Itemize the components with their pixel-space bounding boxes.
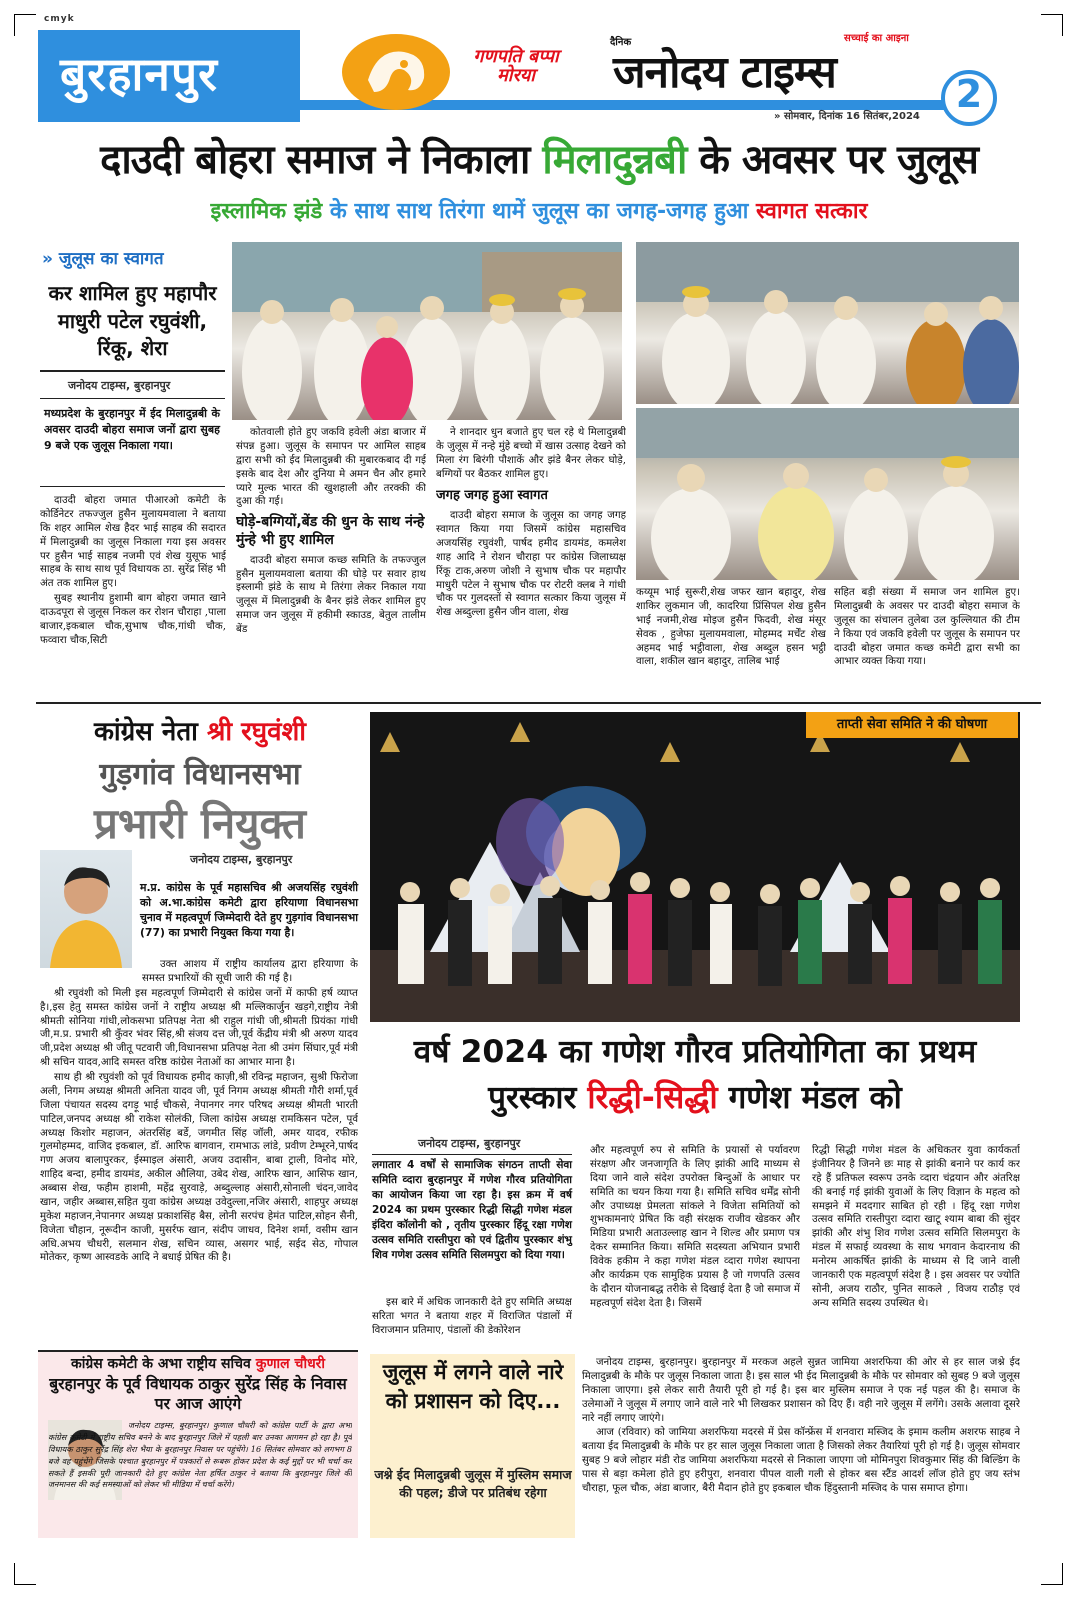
lead-col4-para: कय्यूम भाई सुरूरी,शेख जफर खान बहादुर, शेख शाकिर लुकमान जी, कादरिया प्रिंसिपल शेख हुसैन भाई नजमी,शेख मोइज हुसैन फिदवी, शेख मंसूर सेवक , हुजेफा मुलायमवाला, मोहम्मद मर्चेंट शेख अहमद भाई भट्ठीवाला, शेख अब्दुल हसन भट्ठी वाला, शकील खान बहादुर, तालिब भाई xyxy=(636,587,826,668)
ganesh-byline: जनोदय टाइम्स, बुरहानपुर xyxy=(418,1137,521,1150)
page-number: 2 xyxy=(955,72,983,116)
ganesh-headline-post: गणेश मंडल को xyxy=(717,1079,902,1116)
lead-col3-para: ने शानदार धुन बजाते हुए चल रहे थे मिलादुन्नबी के जुलूस में नन्हे मुंहे बच्चो में खास उत्साह देखने को मिला रंग बिरंगी पौशाकें और झंडे बैनर लेकर घोड़े, बग्गियों पर बैठकर शामिल हुए। xyxy=(436,427,626,480)
congress-headline-1 xyxy=(40,712,360,748)
lead-intro: मध्यप्रदेश के बुरहानपुर में ईद मिलादुन्नबी के अवसर दाउदी बोहरा समाज जनों द्वारा सुबह 9 बजे एक जुलूस निकाला गया। xyxy=(44,407,220,452)
ganesh-col2 xyxy=(590,1144,800,1346)
lead-kicker: » जुलूस का स्वागत xyxy=(42,249,164,269)
slogans-body-para: आज (रविवार) को जामिया अशरफिया मदरसे में प्रेस कॉन्फ्रेंस में शनवारा मस्जिद के इमाम कलीम अशरफ साहब ने बताया ईद मिलादुन्नबी के मौके पर हर साल जुलूस निकाला जाता है जिसको लेकर तैयारियां पूरी हो गई है। जुलूस सोमवार सुबह 9 बजे लोहार मंडी रोड जामिया अशरफिया मदरसे से निकाला जाएगा जो मोमिनपुरा शिवकुमार सिंह की बिल्डिंग के पास से बड़ा कमेला होते हुए हरीपुरा, शनवारा पीपल वाली गली से होकर बस स्टैंड आदर्श लॉज होते हुए जय स्तंभ चौराहा, फूल चौक, अंडा बाजार, बैरी मैदान होते हुए इकबाल चौक हिंदुस्तानी मस्जिद के पास समाप्त होगा। xyxy=(582,1427,1020,1494)
ganesh-logo xyxy=(338,30,458,112)
rule xyxy=(40,398,225,399)
congress-headline-2: गुड़गांव विधानसभा xyxy=(99,757,301,792)
congress-body-para: श्री रघुवंशी को मिली इस महत्वपूर्ण जिम्मेदारी से कांग्रेस जनों में काफी हर्ष व्याप्त है।,इस हेतु समस्त कांग्रेस जनों ने राष्ट्रीय अध्यक्ष श्री मल्लिकार्जुन खड़गे,राष्ट्रीय नेत्री श्रीमती सोनिया गांधी,लोकसभा प्रतिपक्ष नेता श्री राहुल गांधी जी,श्रीमती प्रियंका गांधी जी,म.प्र. प्रभारी श्री कुँवर भंवर सिंह,श्री संजय दत्त जी,पूर्व केंद्रीय मंत्री श्री अरुण यादव जी,प्रदेश अध्यक्ष श्री जीतू पटवारी जी,विधानसभा प्रतिपक्ष नेता श्री उमंग सिंघार,पूर्व मंत्री श्री सचिन यादव,आदि समस्त वरिष्ठ कांग्रेस नेताओं का आभार माना है। xyxy=(40,987,358,1069)
lead-sub-green: इस्लामिक झंडे xyxy=(210,199,323,224)
issue-date: » सोमवार, दिनांक 16 सितंबर,2024 xyxy=(774,111,920,122)
crop-mark-bottom-right xyxy=(1041,1563,1063,1585)
congress-byline: जनोदय टाइम्स, बुरहानपुर xyxy=(190,853,293,866)
slogans-headline: जुलूस में लगने वाले नारे को प्रशासन को दिए... xyxy=(382,1360,564,1413)
ganesh-col1-para: इस बारे में अधिक जानकारी देते हुए समिति अध्यक्ष सरिता भगत ने बताया शहर में विराजित पंडालों में विराजमान प्रतिमाए, पंडालों की डेकोरेशन xyxy=(372,1297,572,1336)
procession-photo-3 xyxy=(636,408,1019,580)
slogans-subhead: जश्ने ईद मिलादुन्नबी जुलूस में मुस्लिम समाज की पहल; डीजे पर प्रतिबंध रहेगा xyxy=(374,1467,572,1500)
kunal-h1-pre: कांग्रेस कमेटी के अभा राष्ट्रीय सचिव xyxy=(70,1356,256,1372)
ganesh-col3-para: रिद्धी सिद्धी गणेश मंडल के अधिकतर युवा कार्यकर्ता इंजीनियर है जिनने छः माह से झांकी बनाने पर कार्य कर रहे हैं प्रतिफल स्वरूप उनके व्दारा चंद्रयान और अंतरिक्ष की बनाई गई झांकी युवाओं के लिए विज्ञान के महत्व को समझने में मददगार साबित हो रही । हिंदू रक्षा गणेश उत्सव समिति रास्तीपुरा व्दारा खाटू श्याम बाबा की सुंदर झांकी और शंभु शिव गणेश उत्सव समिति सिलमपुरा के मंडल में सफाई व्यवस्था के साथ भगवान केदारनाथ की मनोरम आकर्षित झांकी के माध्यम से दि जाने वाली जानकारी एक महत्वपूर्ण संदेश है । इस अवसर पर ज्योति सोनी, अजय राठौर, पुनित साकले , विजय राठौड़ एवं अन्य समिति सदस्य उपस्थित थे। xyxy=(812,1145,1020,1309)
congress-body-para: साथ ही श्री रघुवंशी को पूर्व विधायक हमीद काज़ी,श्री रविन्द्र महाजन, सुश्री फिरोजा अली, निगम अध्यक्ष श्रीमती अनिता यादव जी, पूर्व निगम अध्यक्ष श्रीमती गौरी शर्मा,पूर्व जिला पंचायत सदस्य दगड़ू भाई चौकसे, नेपानगर नगर परिषद अध्यक्ष श्रीमती भारती पाटिल,जनपद अध्यक्ष श्री राकेश सोलंकी, जिला कांग्रेस अध्यक्ष रामकिसन पटेल, पूर्व अध्यक्ष किशोर महाजन, अंतरसिंह बर्डे, जगमीत सिंह जॉली, अमर यादव, रफीक गुलमोहम्मद, वाजिद इकबाल, डॉ. आरिफ बागवान, रामभाऊ लांडे, प्रवीण टेम्भूरने,पार्षद गण अजय बालापुरकर, ईस्माइल अंसारी, अजय उदासीन, बाबा ट्राली, विनोद मोरे, शाहिद बन्दा, हमीद डायमंड, अकील औलिया, उबेद शेख, आरिफ खान, आसिफ खान, अब्बास शेख, फहीम हाशमी, महेंद्र सुरवाड़े, अब्दुल्लाह अंसारी,सोनाली चंदन,जावेद खान, जहीर अब्बास,सहित युवा कांग्रेस अध्यक्ष उवेदुल्ला,नजिर अंसारी, शाहपुर अध्यक्ष मुकेश महाजन,नेपानगर अध्यक्ष प्रकाशसिंह बैस, लोनी सरपंच हेमंत पाटिल,सोहन सैनी, विजेता चौहान, नूरूदीन काजी, मुसर्रफ खान, संदीप जाधव, दिनेश शर्मा, वसीम खान अधि.अभय चौधरी, सलमान शेख, सचिन व्यास, असगर भाई, सईद सेठ, गोपाल मोतेकर, कृष्ण आस्वडके आदि ने बधाई प्रेषित की है। xyxy=(40,1072,358,1264)
lead-side-headline: कर शामिल हुए महापौर माधुरी पटेल रघुवंशी, रिंकू, शेरा xyxy=(48,281,217,361)
ganesh-headline-pre: वर्ष 2024 का गणेश गौरव प्रतियोगिता का प्रथम पुरस्कार xyxy=(413,1034,977,1116)
slogans-body xyxy=(582,1356,1020,1538)
congress-h1-pre: कांग्रेस नेता xyxy=(93,717,207,747)
lead-col3-para: दाउदी बोहरा समाज के जुलूस का जगह जगह स्वागत किया गया जिसमें कांग्रेस महासचिव अजयसिंह रघुवंशी, पार्षद हमीद डायमंड, कमलेश शाह आदि ने रोशन चौराहा पर कांग्रेस जिलाध्यक्ष रिंकू टाक,अरुण जोशी ने सुभाष चौक पर महापौर माधुरी पटेल ने सुभाष चौक पर रोटरी क्लब ने गांधी चौक पर गुलदस्तों से स्वागत सत्कार किया जुलूस में शेख अब्दुल्ला हुसैन जीन वाला, शेख xyxy=(436,510,626,619)
ganesh-headline xyxy=(370,1030,1020,1121)
rule xyxy=(40,486,225,487)
ganesh-tag: ताप्ती सेवा समिति ने की घोषणा xyxy=(806,712,1018,738)
rule xyxy=(40,370,225,372)
crop-mark-top-right xyxy=(1041,14,1063,36)
lead-subheadline xyxy=(36,195,1042,225)
ganesh-intro: लगातार 4 वर्षों से सामाजिक संगठन ताप्ती सेवा समिति व्दारा बुरहानपुर में गणेश गौरव प्रतियोगिता का आयोजन किया जा रहा है। इस क्रम में वर्ष 2024 का प्रथम पुरस्कार रिद्धी सिद्धी गणेश मंडल इंदिरा कॉलोनी को , तृतीय पुरस्कार हिंदू रक्षा गणेश उत्सव समिति रास्तीपुरा को एवं द्वितीय पुरस्कार शंभु शिव गणेश उत्सव समिति सिलमपुरा को दिया गया। xyxy=(372,1159,572,1262)
lead-byline: जनोदय टाइम्स, बुरहानपुर xyxy=(68,379,171,392)
ganesh-stage-photo xyxy=(370,712,1020,1022)
lead-col1-para: दाउदी बोहरा जमात पीआरओ कमेटी के कोर्डिनेटर तफज्जुल हुसैन मुलायमवाला ने बताया कि शहर आमिल शेख हैदर भाई साहब की सदारत में मिलादुन्नबी का जुलूस निकाला गया इस अवसर पर हुसैन भाई साहब नजमी एवं शेख युसूफ भाई साहब के साथ साथ पूर्व विधायक ठा. सुरेंद्र सिंह भी अंत तक शामिल हुए। xyxy=(40,495,226,590)
kunal-body: जनोदय टाइम्स, बुरहानपुर। कुणाल चौधरी को कांग्रेस पार्टी के द्वारा अभा कांग्रेस कमेटी में राष्ट्रीय सचिव बनने के बाद बुरहानपुर जिले में पहली बार उनका आगमन हो रहा है। पूर्व विधायक ठाकुर सुरेंद्र सिंह शेरा भैया के बुरहानपुर निवास पर पहुंचेंगे। 16 सितंबर सोमवार को लगभग 8 बजे वह पहुंचेंगे जिसके पश्चात बुरहानपुर में पत्रकारों से रूबरू होकर प्रदेश के कई मुद्दों पर भी चर्चा कर सकते हैं इसकी पूरी जानकारी देते हुए कांग्रेस नेता हर्षित ठाकुर ने बताया कि बुरहानपुर जिले की जनमानस की कई समस्याओं को लेकर भी मीडिया में चर्चा करेंगे। xyxy=(48,1420,352,1490)
lead-sub-highlight: स्वागत सत्कार xyxy=(756,199,868,224)
procession-photo-2 xyxy=(636,242,1019,404)
lead-col2 xyxy=(236,426,426,696)
congress-h1-highlight: श्री रघुवंशी xyxy=(206,717,307,747)
congress-intro: म.प्र. कांग्रेस के पूर्व महासचिव श्री अजयसिंह रघुवंशी को अ.भा.कांग्रेस कमेटी द्वारा हरियाणा विधानसभा चुनाव में महत्वपूर्ण जिम्मेदारी देते हुए गुड़गांव विधानसभा (77) का प्रभारी नियुक्त किया गया है। xyxy=(140,881,358,940)
ganesh-col1 xyxy=(372,1296,572,1346)
lead-headline-pre: दाउदी बोहरा समाज ने निकाला xyxy=(100,137,543,183)
slogans-body-para: जनोदय टाइम्स, बुरहानपुर। बुरहानपुर में मरकज अहले सुन्नत जामिया अशरफिया की ओर से हर साल जश्ने ईद मिलादुन्नबी के मौके पर जुलूस निकाला जाता है। इस साल भी ईद मिलादुन्नबी के मौके पर सोमवार को सुबह 9 बजे जुलूस निकाला जाएगा। इसे लेकर सारी तैयारी पूरी हो गई है। इस बार मुस्लिम समाज ने एक नई पहल की है। समाज के उलेमाओं ने जुलूस में लगाए जाने वाले नारे भी लिखकर प्रशासन को दिए हैं। वही नारे जुलूस में लगेंगे। उसके अलावा दूसरे नारे नहीं लगाए जाएंगे। xyxy=(582,1357,1020,1424)
lead-col2-subhead: घोड़े-बग्गियों,बेंड की धुन के साथ नंन्हे मुंन्हे भी हुए शामिल xyxy=(236,514,425,549)
lead-sub-mid: के साथ साथ तिरंगा थामें जुलूस का जगह-जगह हुआ xyxy=(322,199,757,224)
lead-col2-para: कोतवाली होते हुए जकवि हवेली अंडा बाजार में संपन्न हुआ। जुलूस के समापन पर आमिल साहब द्वारा सभी को ईद मिलादुन्नबी की मुबारकबाद दी गई इसके बाद देश और दुनिया मे अमन चैन और हमारे प्यारे मुल्क भारत की खुशहाली और तरक्की की दुआ की गई। xyxy=(236,427,426,508)
lead-col1-para: सुबह स्थानीय हुशामी बाग बोहरा जमात खाने दाऊदपूरा से जुलूस निकल कर रोशन चौराहा ,पाला बाजार,इकबाल चौक,सुभाष चौक,गांधी चौक, फव्वारा चौक,सिटी xyxy=(40,593,226,646)
congress-body-para: उक्त आशय में राष्ट्रीय कार्यालय द्वारा हरियाणा के समस्त प्रभारियों की सूची जारी की गई है। xyxy=(142,959,358,984)
city-name: बुरहानपुर xyxy=(60,47,218,101)
congress-headline-3: प्रभारी नियुक्त xyxy=(94,799,306,848)
lead-col2-para: दाउदी बोहरा समाज कच्छ समिति के तफज्जुल हुसैन मुलायमवाला बताया की घोड़े पर सवार हाथ इस्लामी झंडे के साथ मे तिरंगा लेकर निकाल गया जुलूस में मिलादुन्नबी के बैनर झंडे लेकर शामिल हुए समाज जन जुलूस में हकीमी स्काउड, बेतुल तालीम बेंड xyxy=(236,554,426,635)
congress-body xyxy=(40,958,358,1350)
ganesh-col2-para: और महत्वपूर्ण रुप से समिति के प्रयासों से पर्यावरण संरक्षण और जनजागृति के लिए झांकी आदि माध्यम से दिया जाने वाले संदेश उपरोक्त बिन्दुओं के आधार पर समिति का चयन किया गया है। समिति सचिव धर्मेंद्र सोनी और उपाध्यक्ष प्रेमलता सांकले ने विजेता समितियों को शुभकामनाएं प्रेषित कि वही संरक्षक राजीव खेडकर और मिडिया प्रभारी अताउल्लाह खान ने शिल्ड और प्रमाण पत्र देकर सम्मानित किया। समिति सदस्यता अभियान प्रभारी विवेक हकीम ने कहा गणेश मंडल व्दारा गणेश स्थापना और कार्यक्रम एक सामुहिक प्रयास है जो गणपति उत्सव के दौरान योजनाबद्ध तरीके से दिखाई देता है जो समाज में महत्वपूर्ण संदेश देता है। जिसमें xyxy=(590,1145,800,1309)
lead-headline-post: के अवसर पर जुलूस xyxy=(686,137,978,183)
lead-headline-highlight: मिलादुन्नबी xyxy=(542,137,687,183)
paper-tagline: सच्चाई का आइना xyxy=(844,33,909,44)
ganesh-col3 xyxy=(812,1144,1020,1346)
kunal-headline-2: बुरहानपुर के पूर्व विधायक ठाकुर सुरेंद्र सिंह के निवास पर आज आएंगे xyxy=(49,1375,347,1414)
crop-mark-bottom-left xyxy=(14,1563,36,1585)
raghuvanshi-portrait xyxy=(40,850,132,968)
lead-headline xyxy=(36,130,1042,185)
kunal-headline-1 xyxy=(40,1354,356,1373)
ganesh-headline-highlight: रिद्धी-सिद्धी xyxy=(587,1079,718,1116)
lead-col4 xyxy=(636,586,826,696)
cmyk-label: cmyk xyxy=(44,14,75,24)
lead-col3-subhead: जगह जगह हुआ स्वागत xyxy=(436,487,548,503)
rule xyxy=(372,1154,572,1155)
procession-photo-1 xyxy=(232,242,622,420)
masthead xyxy=(38,28,1038,124)
kunal-h1-highlight: कुणाल चौधरी xyxy=(255,1356,326,1372)
banner-text: गणपति बप्पा मोरया xyxy=(473,46,559,86)
paper-name: जनोदय टाइम्स xyxy=(613,47,836,98)
lead-col1 xyxy=(40,494,226,696)
lead-col5-para: सहित बड़ी संख्या में समाज जन शामिल हुए। मिलादुन्नबी के अवसर पर दाउदी बोहरा समाज के जुलूस का संचालन तुलेबा उल कुल्लियात की टीम ने किया एवं जकवि हवेली पर जुलूस के समापन पर दाउदी बोहरा जमात कच्छ कमेटी द्वारा सभी का आभार व्यक्त किया गया। xyxy=(834,587,1020,668)
crop-mark-top-left xyxy=(14,14,36,36)
section-divider xyxy=(36,702,1041,704)
lead-col5 xyxy=(834,586,1020,696)
lead-col3 xyxy=(436,426,626,696)
paper-prefix: दैनिक xyxy=(610,37,632,48)
